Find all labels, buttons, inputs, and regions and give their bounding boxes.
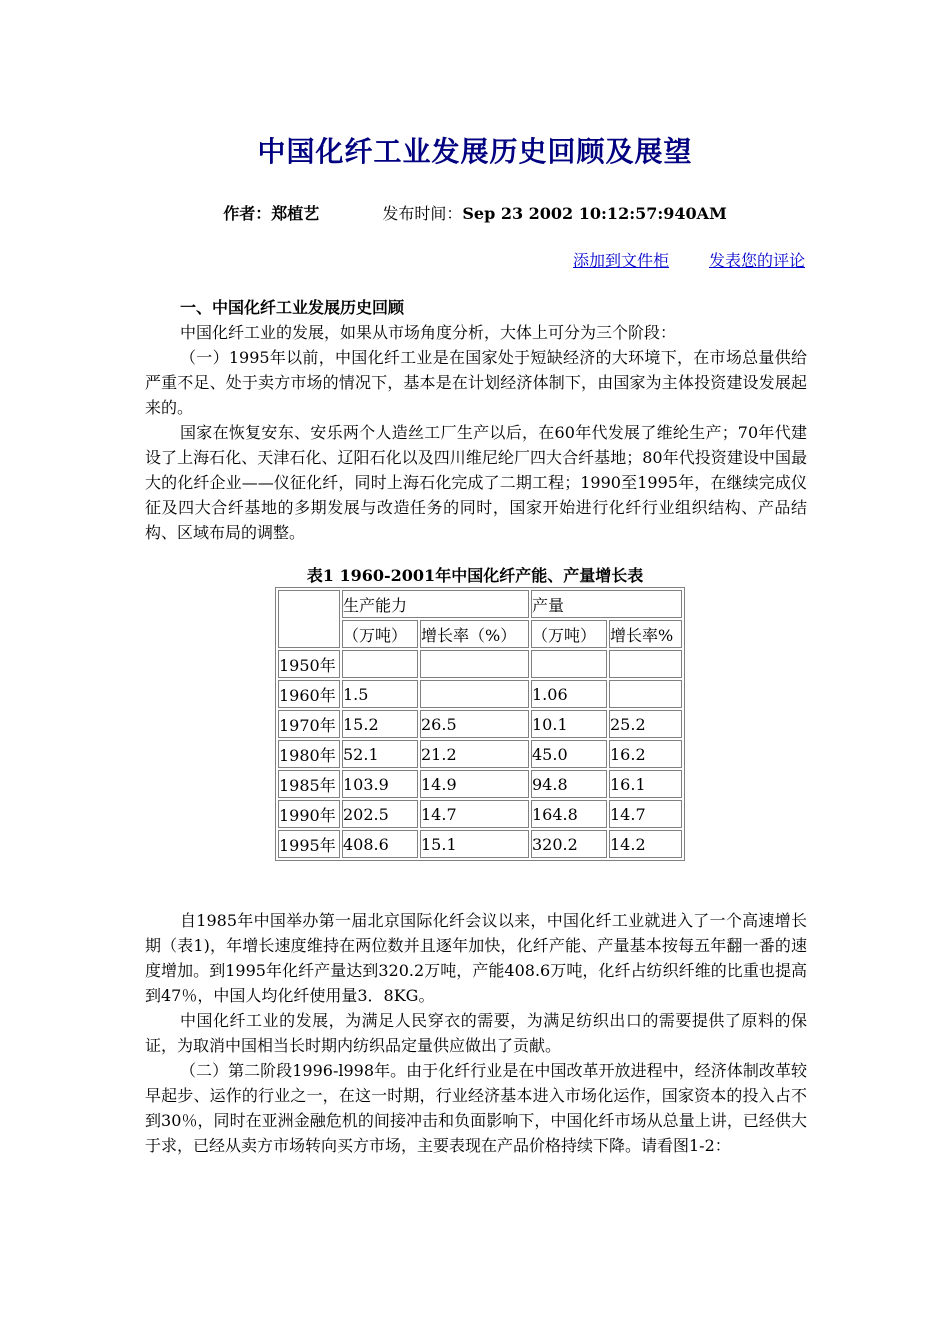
- subheader-cell: （万吨）: [531, 620, 607, 648]
- table-row: [278, 710, 682, 738]
- subheader-cell: 增长率%: [609, 620, 682, 648]
- table-cell: 16.1: [609, 770, 682, 798]
- year-cell: 1995年: [278, 830, 340, 858]
- table-row: [278, 830, 682, 858]
- table-cell: 10.1: [531, 710, 607, 738]
- paragraph: 自1985年中国举办第一届北京国际化纤会议以来，中国化纤工业就进入了一个高速增长期（表1)，年增长速度维持在两位数并且逐年加快，化纤产能、产量基本按每五年翻一番的速度增加。到1995年化纤产量达到320.2万吨，产能408.6万吨，化纤占纺织纤维的比重也提高到47％，中国人均化纤使用量3．8KG。: [145, 911, 807, 1005]
- table-cell: [609, 680, 682, 708]
- paragraph: （二）第二阶段1996-l998年。由于化纤行业是在中国改革开放进程中，经济体制改革较早起步、运作的行业之一，在这一时期，行业经济基本进入市场化运作，国家资本的投入占不到30％，同时在亚洲金融危机的间接冲击和负面影响下，中国化纤市场从总量上讲，已经供大于求，已经从卖方市场转向买方市场，主要表现在产品价格持续下降。请看图1-2：: [145, 1061, 807, 1155]
- paragraph: 中国化纤工业的发展，为满足人民穿衣的需要，为满足纺织出口的需要提供了原料的保证，为取消中国相当长时期内纺织品定量供应做出了贡献。: [145, 1011, 807, 1055]
- table-header-row: [278, 590, 682, 618]
- year-cell: 1985年: [278, 770, 340, 798]
- table-cell: 408.6: [342, 830, 418, 858]
- table-cell: 202.5: [342, 800, 418, 828]
- author-label: 作者：: [223, 204, 272, 223]
- paragraph: 中国化纤工业的发展，如果从市场角度分析，大体上可分为三个阶段：: [180, 323, 677, 342]
- table-cell: 15.2: [342, 710, 418, 738]
- table-cell: 1.06: [531, 680, 607, 708]
- subheader-cell: 增长率（%）: [420, 620, 529, 648]
- section-history: [145, 295, 807, 545]
- year-cell: 1950年: [278, 650, 340, 678]
- table-cell: 52.1: [342, 740, 418, 768]
- table-corner-cell: [278, 590, 340, 648]
- table-cell: 16.2: [609, 740, 682, 768]
- year-cell: 1990年: [278, 800, 340, 828]
- table-cell: 14.9: [420, 770, 529, 798]
- date-label: 发布时间：: [382, 204, 463, 223]
- action-links: [573, 248, 805, 271]
- year-cell: 1980年: [278, 740, 340, 768]
- page-title: 中国化纤工业发展历史回顾及展望: [257, 135, 693, 168]
- table-row: [278, 650, 682, 678]
- paragraph: 国家在恢复安东、安乐两个人造丝工厂生产以后，在60年代发展了维纶生产；70年代建设了上海石化、天津石化、辽阳石化以及四川维尼纶厂四大合纤基地；80年代投资建设中国最大的化纤企业——仪征化纤，同时上海石化完成了二期工程；1990至1995年，在继续完成仪征及四大合纤基地的多期发展与改造任务的同时，国家开始进行化纤行业组织结构、产品结构、区域布局的调整。: [145, 423, 807, 542]
- capacity-output-table: [275, 587, 685, 861]
- table-row: [278, 800, 682, 828]
- paragraph: （一）1995年以前，中国化纤工业是在国家处于短缺经济的大环境下，在市场总量供给严重不足、处于卖方市场的情况下，基本是在计划经济体制下，由国家为主体投资建设发展起来的。: [145, 348, 807, 417]
- header-capacity: 生产能力: [342, 590, 529, 618]
- table-cell: [420, 680, 529, 708]
- post-comment-link[interactable]: 发表您的评论: [708, 251, 805, 270]
- publish-date: Sep 23 2002 10:12:57:940AM: [462, 204, 727, 223]
- table-cell: 26.5: [420, 710, 529, 738]
- table-row: [278, 770, 682, 798]
- table-cell: [420, 650, 529, 678]
- table-cell: 21.2: [420, 740, 529, 768]
- year-cell: 1970年: [278, 710, 340, 738]
- article-meta: [0, 201, 950, 224]
- table-cell: [531, 650, 607, 678]
- section-heading: 一、中国化纤工业发展历史回顾: [180, 298, 405, 317]
- table-cell: 14.7: [609, 800, 682, 828]
- table-cell: 103.9: [342, 770, 418, 798]
- table-cell: 94.8: [531, 770, 607, 798]
- table-cell: 14.7: [420, 800, 529, 828]
- table-cell: 25.2: [609, 710, 682, 738]
- table-caption: 表1 1960-2001年中国化纤产能、产量增长表: [306, 566, 644, 585]
- header-output: 产量: [531, 590, 682, 618]
- table-row: [278, 740, 682, 768]
- subheader-cell: （万吨）: [342, 620, 418, 648]
- table-cell: 14.2: [609, 830, 682, 858]
- table-cell: 320.2: [531, 830, 607, 858]
- table-cell: [342, 650, 418, 678]
- year-cell: 1960年: [278, 680, 340, 708]
- table-cell: 1.5: [342, 680, 418, 708]
- table-cell: 15.1: [420, 830, 529, 858]
- add-to-cabinet-link[interactable]: 添加到文件柜: [572, 251, 669, 270]
- author-name: 郑植艺: [271, 204, 320, 223]
- table-cell: [609, 650, 682, 678]
- table-cell: 45.0: [531, 740, 607, 768]
- table-cell: 164.8: [531, 800, 607, 828]
- table-row: [278, 680, 682, 708]
- section-growth: [145, 908, 807, 1158]
